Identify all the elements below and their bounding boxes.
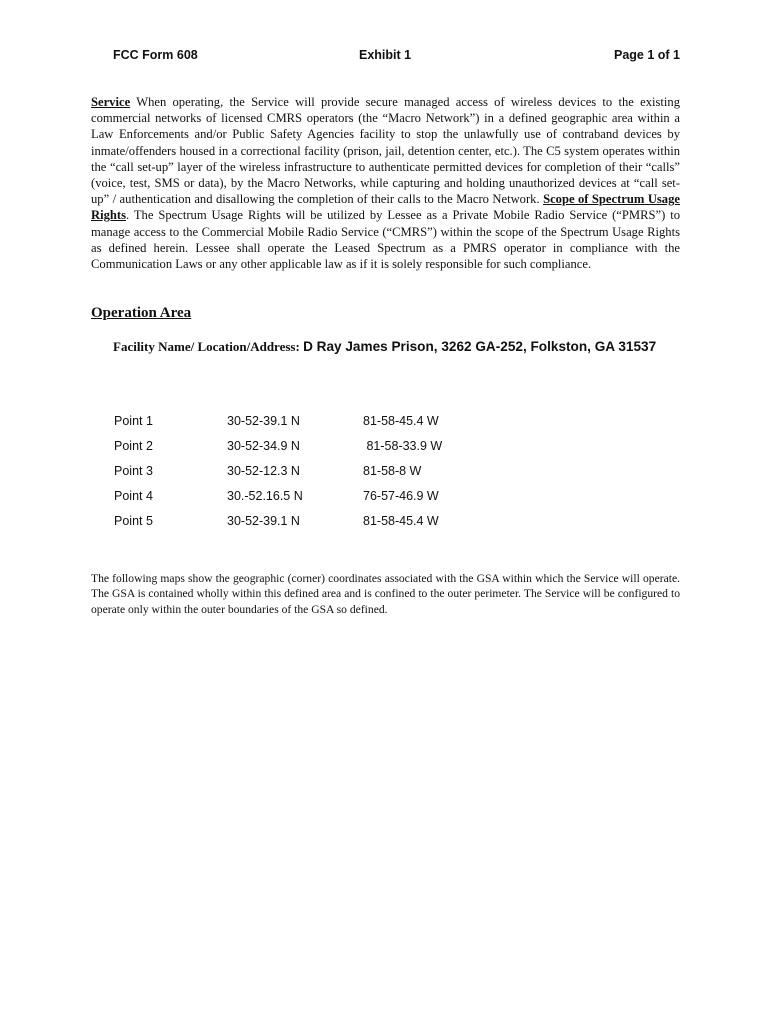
- page-header: [113, 48, 680, 66]
- point-latitude: 30-52-39.1 N: [227, 414, 300, 428]
- facility-line: [113, 338, 656, 356]
- form-number: FCC Form 608: [113, 48, 198, 62]
- point-name: Point 2: [114, 439, 153, 453]
- point-longitude: 81-58-45.4 W: [363, 414, 439, 428]
- point-name: Point 1: [114, 414, 153, 428]
- point-longitude: 81-58-45.4 W: [363, 514, 439, 528]
- point-name: Point 5: [114, 514, 153, 528]
- maps-note-paragraph: The following maps show the geographic (corner) coordinates associated with the GSA within which the Service will operate. The GSA is contained wholly within this defined area and is confined to the outer perimeter. The Service will be configured to operate only within the outer boundaries of the GSA so defined.: [91, 572, 680, 616]
- facility-label: Facility Name/ Location/Address:: [113, 339, 304, 354]
- operation-area-title: Operation Area: [91, 305, 192, 321]
- point-name: Point 4: [114, 489, 153, 503]
- point-longitude: 76-57-46.9 W: [363, 489, 439, 503]
- service-label: Service: [91, 95, 131, 109]
- service-text: When operating, the Service will provide secure managed access of wireless devices to the existing commercial networks of licensed CMRS operators (the “Macro Network”) in a defined geographic area within a Law Enforcements and/or Public Safety Agencies facility to stop the unlawfully use of contraband devices by inmate/offenders housed in a correctional facility (prison, jail, detention center, etc.). The C5 system operates within the “call set-up” layer of the wireless infrastructure to authenticate permitted devices for completion of their “calls” (voice, test, SMS or data), by the Macro Networks, while capturing and holding unauthorized devices at “call set-up” / authentication and disallowing the completion of their calls to the Macro Network.: [91, 95, 680, 207]
- page-number: Page 1 of 1: [614, 48, 680, 62]
- facility-address: D Ray James Prison, 3262 GA-252, Folkston, GA 31537: [303, 339, 657, 354]
- point-longitude: 81-58-33.9 W: [363, 439, 443, 453]
- point-latitude: 30-52-12.3 N: [227, 464, 300, 478]
- scope-text: . The Spectrum Usage Rights will be utilized by Lessee as a Private Mobile Radio Service (“PMRS”) to manage access to the Commercial Mobile Radio Service (“CMRS”) within the scope of the Spectrum Usage Rights as defined herein. Lessee shall operate the Leased Spectrum as a PMRS operator in compliance with the Communication Laws or any other applicable law as if it is solely responsible for such compliance.: [91, 208, 680, 272]
- scope-label: Scope of Spectrum Usage Rights: [91, 192, 680, 223]
- point-longitude: 81-58-8 W: [363, 464, 422, 478]
- point-name: Point 3: [114, 464, 153, 478]
- exhibit-label: Exhibit 1: [359, 48, 412, 62]
- service-paragraph: [91, 94, 680, 272]
- point-latitude: 30-52-39.1 N: [227, 514, 300, 528]
- point-latitude: 30-52-34.9 N: [227, 439, 300, 453]
- point-latitude: 30.-52.16.5 N: [227, 489, 303, 503]
